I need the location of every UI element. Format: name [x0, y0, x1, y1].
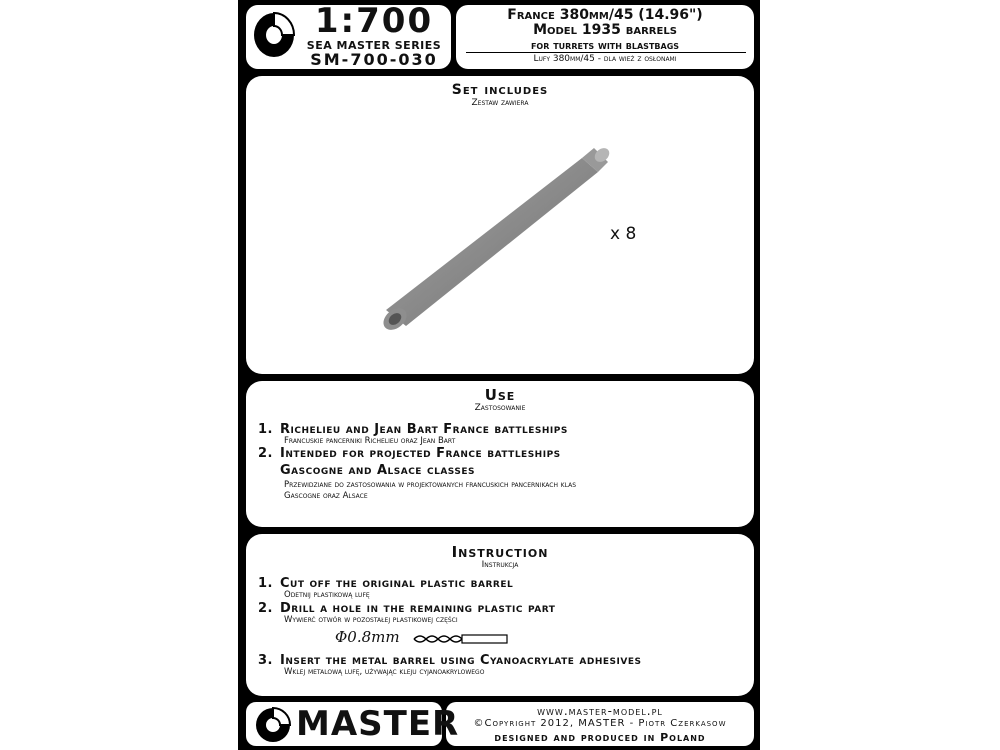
- instruction-step-3: Insert the metal barrel using Cyanoacrylate adhesives: [280, 653, 642, 668]
- website-url: www.master-model.pl: [537, 704, 663, 718]
- instruction-step-number-2: 2.: [258, 601, 273, 616]
- instruction-subtitle: Instrukcja: [481, 560, 519, 570]
- scale-label: 1:700: [314, 1, 434, 41]
- master-logo-icon: [254, 706, 292, 744]
- use-item-2-translation-line-2: Gascogne oraz Alsace: [284, 491, 368, 501]
- title-line-1: France 380mm/45 (14.96"): [507, 7, 703, 23]
- instruction-step-2-translation: Wywierć otwór w pozostałej plastikowej części: [284, 615, 458, 625]
- use-title: Use: [484, 386, 516, 404]
- use-item-number-1: 1.: [258, 422, 273, 437]
- title-line-4: Lufy 380mm/45 - dla wież z osłonami: [533, 54, 677, 64]
- use-item-2: Intended for projected France battleships: [280, 446, 561, 461]
- product-code: SM-700-030: [310, 50, 438, 69]
- set-includes-subtitle: Zestaw zawiera: [471, 98, 529, 108]
- title-divider: [466, 52, 746, 53]
- master-logo-icon: [252, 10, 296, 62]
- use-item-2-translation: Przewidziane do zastosowania w projektowanych francuskich pancernikach klas: [284, 480, 577, 490]
- production-notice: designed and produced in Poland: [494, 731, 706, 744]
- brand-name: MASTER: [296, 704, 460, 744]
- use-subtitle: Zastosowanie: [474, 403, 526, 413]
- drill-size-label: Φ0.8mm: [335, 628, 400, 646]
- quantity-label: x 8: [610, 224, 637, 244]
- copyright-notice: ©Copyright 2012, MASTER - Piotr Czerkasow: [473, 718, 727, 729]
- instruction-step-3-translation: Wklej metalową lufę, używając kleju cyjanoakrylowego: [284, 667, 485, 677]
- instruction-step-1: Cut off the original plastic barrel: [280, 576, 514, 591]
- instruction-title: Instruction: [451, 543, 549, 561]
- instruction-step-2: Drill a hole in the remaining plastic part: [280, 601, 556, 616]
- instruction-step-number-1: 1.: [258, 576, 273, 591]
- instruction-step-1-translation: Odetnij plastikową lufę: [284, 590, 370, 600]
- product-title: [456, 8, 754, 53]
- instruction-step-number-3: 3.: [258, 653, 273, 668]
- barrel-part-image: [370, 140, 630, 340]
- use-item-1-translation: Francuskie pancerniki Richelieu oraz Jean Bart: [284, 436, 456, 446]
- use-item-1: Richelieu and Jean Bart France battleships: [280, 422, 568, 437]
- use-item-number-2: 2.: [258, 446, 273, 461]
- drill-bit-icon: [412, 633, 510, 645]
- series-label: SEA MASTER SERIES: [306, 39, 442, 52]
- title-line-3: for turrets with blastbags: [530, 39, 680, 52]
- use-item-2-line-2: Gascogne and Alsace classes: [280, 463, 475, 478]
- title-line-2: Model 1935 barrels: [533, 22, 677, 38]
- set-includes-title: Set includes: [451, 82, 549, 98]
